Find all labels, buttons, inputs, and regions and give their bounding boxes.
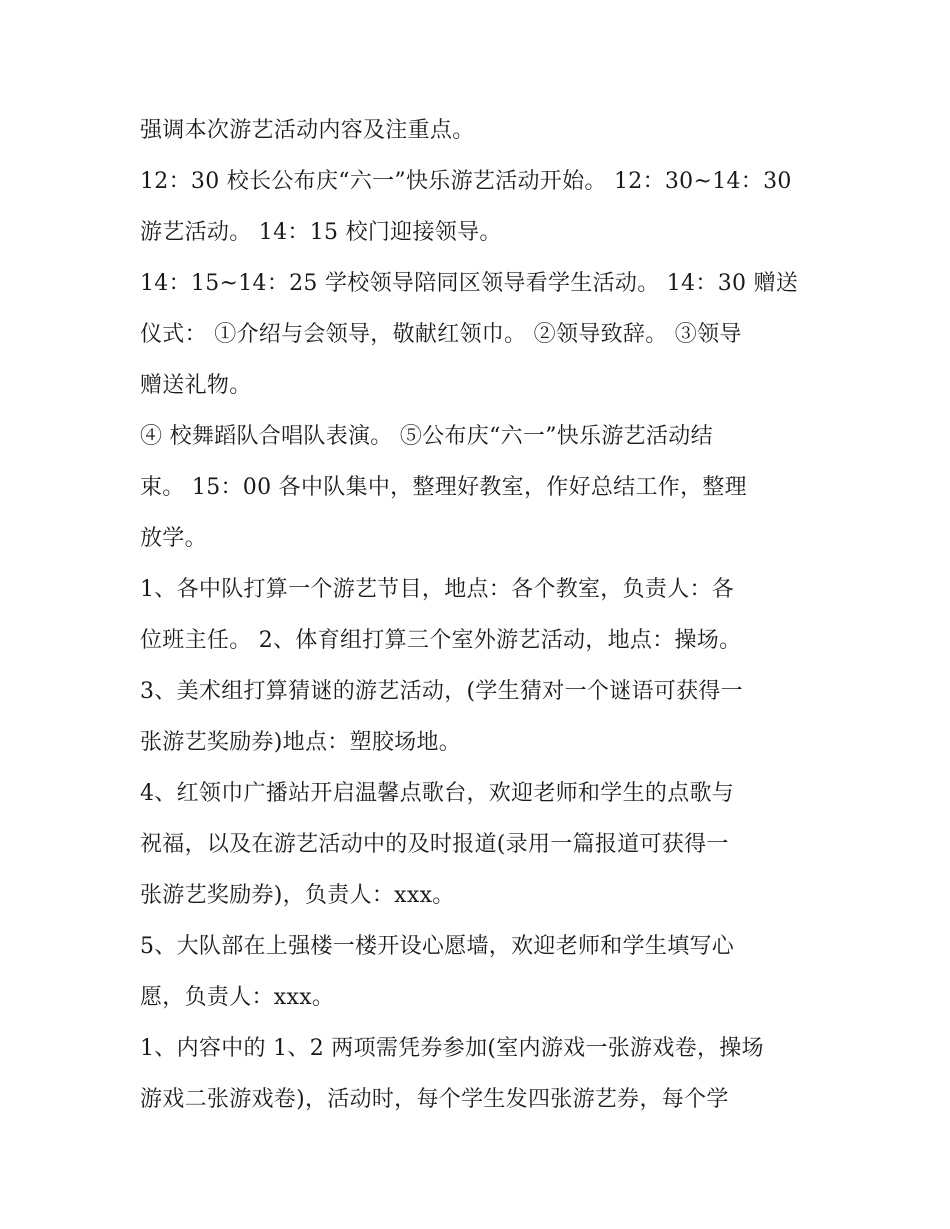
text-line: 强调本次游艺活动内容及注重点。 xyxy=(140,118,475,143)
text-line: 赠送礼物。 xyxy=(140,373,252,398)
text-line: 张游艺奖励券)地点：塑胶场地。 xyxy=(140,730,462,755)
text-line: 仪式： ①介绍与会领导，敬献红领巾。 ②领导致辞。 ③领导 xyxy=(140,322,742,347)
text-line: 12：30 校长公布庆“六一”快乐游艺活动开始。 12：30~14：30 xyxy=(140,169,792,194)
text-line: 愿，负责人：xxx。 xyxy=(140,985,335,1010)
text-line: 14：15~14：25 学校领导陪同区领导看学生活动。 14：30 赠送 xyxy=(140,271,799,296)
text-line: 1、各中队打算一个游艺节目，地点：各个教室，负责人：各 xyxy=(140,577,735,602)
document-body xyxy=(140,105,820,1125)
text-line: 束。 15：00 各中队集中，整理好教室，作好总结工作，整理 xyxy=(140,475,747,500)
text-line: 5、大队部在上强楼一楼开设心愿墙，欢迎老师和学生填写心 xyxy=(140,934,735,959)
text-line: 张游艺奖励券)，负责人：xxx。 xyxy=(140,883,455,908)
text-line: 游艺活动。 14：15 校门迎接领导。 xyxy=(140,220,502,245)
text-line: 1、内容中的 1、2 两项需凭券参加(室内游戏一张游戏卷，操场 xyxy=(140,1036,764,1061)
text-line: 放学。 xyxy=(140,526,207,551)
text-line: 4、红领巾广播站开启温馨点歌台，欢迎老师和学生的点歌与 xyxy=(140,781,735,806)
text-line: ④ 校舞蹈队合唱队表演。 ⑤公布庆“六一”快乐游艺活动结 xyxy=(140,424,713,449)
text-line: 祝福，以及在游艺活动中的及时报道(录用一篇报道可获得一 xyxy=(140,832,729,857)
text-line: 3、美术组打算猜谜的游艺活动，(学生猜对一个谜语可获得一 xyxy=(140,679,743,704)
text-line: 游戏二张游戏卷)，活动时，每个学生发四张游艺券，每个学 xyxy=(140,1087,729,1112)
text-line: 位班主任。 2、体育组打算三个室外游艺活动，地点：操场。 xyxy=(140,628,742,653)
